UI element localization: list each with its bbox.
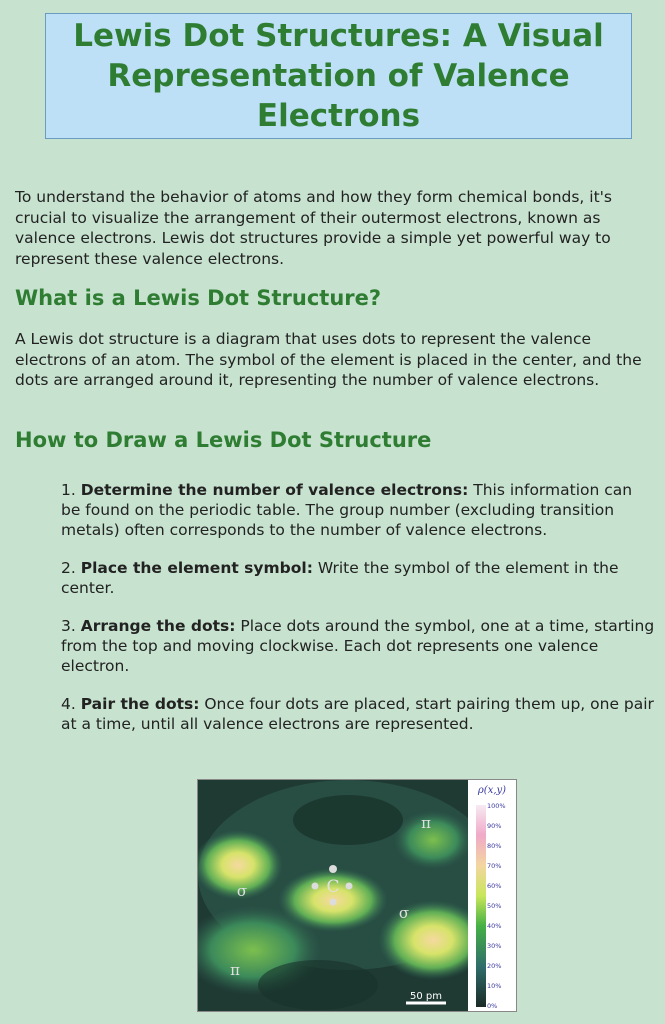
step-item — [61, 694, 655, 734]
sigma-label: σ — [236, 882, 248, 900]
colorbar-title: ρ(x,y) — [477, 785, 507, 796]
step-title: Place the element symbol: — [80, 559, 313, 577]
colorbar-tick: 20% — [487, 962, 502, 970]
definition-paragraph: A Lewis dot structure is a diagram that uses dots to represent the valence electrons of an atom. The symbol of the element is placed in the center, and the dots are arranged around it, representing the number of valence electrons. — [15, 330, 642, 389]
step-title: Pair the dots: — [80, 695, 200, 713]
valence-electron-dot — [346, 883, 353, 890]
step-item — [61, 480, 655, 540]
valence-electron-dot — [312, 883, 319, 890]
electron-density-map — [198, 780, 516, 1011]
step-number: 2. — [61, 559, 76, 577]
colorbar-tick: 10% — [487, 982, 502, 990]
step-text: Place dots around the symbol, one at a time, starting from the top and moving clockwise. Each dot represents one valence electron. — [61, 617, 655, 675]
step-item — [61, 558, 655, 598]
step-number: 1. — [61, 481, 76, 499]
colorbar-tick: 40% — [487, 922, 502, 930]
electron-density-figure — [197, 779, 517, 1012]
valence-electron-dot — [330, 899, 337, 906]
step-text: Write the symbol of the element in the center. — [61, 559, 619, 597]
page-title: Lewis Dot Structures: A Visual Representation of Valence Electrons — [73, 18, 604, 134]
step-number: 4. — [61, 695, 76, 713]
valence-electron-dot — [329, 865, 337, 873]
step-item — [61, 616, 655, 676]
pi-label: π — [230, 961, 240, 979]
sigma-label: σ — [398, 904, 410, 922]
colorbar-tick: 60% — [487, 882, 502, 890]
step-title: Arrange the dots: — [80, 617, 236, 635]
colorbar-tick: 70% — [487, 862, 502, 870]
colorbar-tick: 30% — [487, 942, 502, 950]
step-text: This information can be found on the periodic table. The group number (excluding transition metals) often corresponds to the number of valence electrons. — [61, 481, 633, 539]
section-heading-what: What is a Lewis Dot Structure? — [15, 286, 382, 310]
colorbar-panel — [468, 780, 516, 1011]
colorbar-tick: 100% — [487, 802, 506, 810]
step-title: Determine the number of valence electrons: — [80, 481, 469, 499]
scale-bar-label: 50 pm — [410, 991, 442, 1002]
colorbar-tick: 0% — [487, 1002, 498, 1010]
step-text: Once four dots are placed, start pairing them up, one pair at a time, until all valence electrons are represented. — [61, 695, 654, 733]
atom-symbol: C — [326, 877, 340, 897]
section-heading-how: How to Draw a Lewis Dot Structure — [15, 428, 432, 452]
pi-label: π — [421, 814, 431, 832]
colorbar-tick: 80% — [487, 842, 502, 850]
title-banner — [45, 13, 632, 139]
intro-paragraph: To understand the behavior of atoms and how they form chemical bonds, it's crucial to visualize the arrangement of their outermost electrons, known as valence electrons. Lewis dot structures provide a simple yet powerful way to represent these valence electrons. — [15, 188, 613, 268]
colorbar-gradient — [476, 805, 486, 1007]
step-number: 3. — [61, 617, 76, 635]
colorbar-tick: 90% — [487, 822, 502, 830]
steps-list — [61, 480, 655, 734]
colorbar-tick: 50% — [487, 902, 502, 910]
